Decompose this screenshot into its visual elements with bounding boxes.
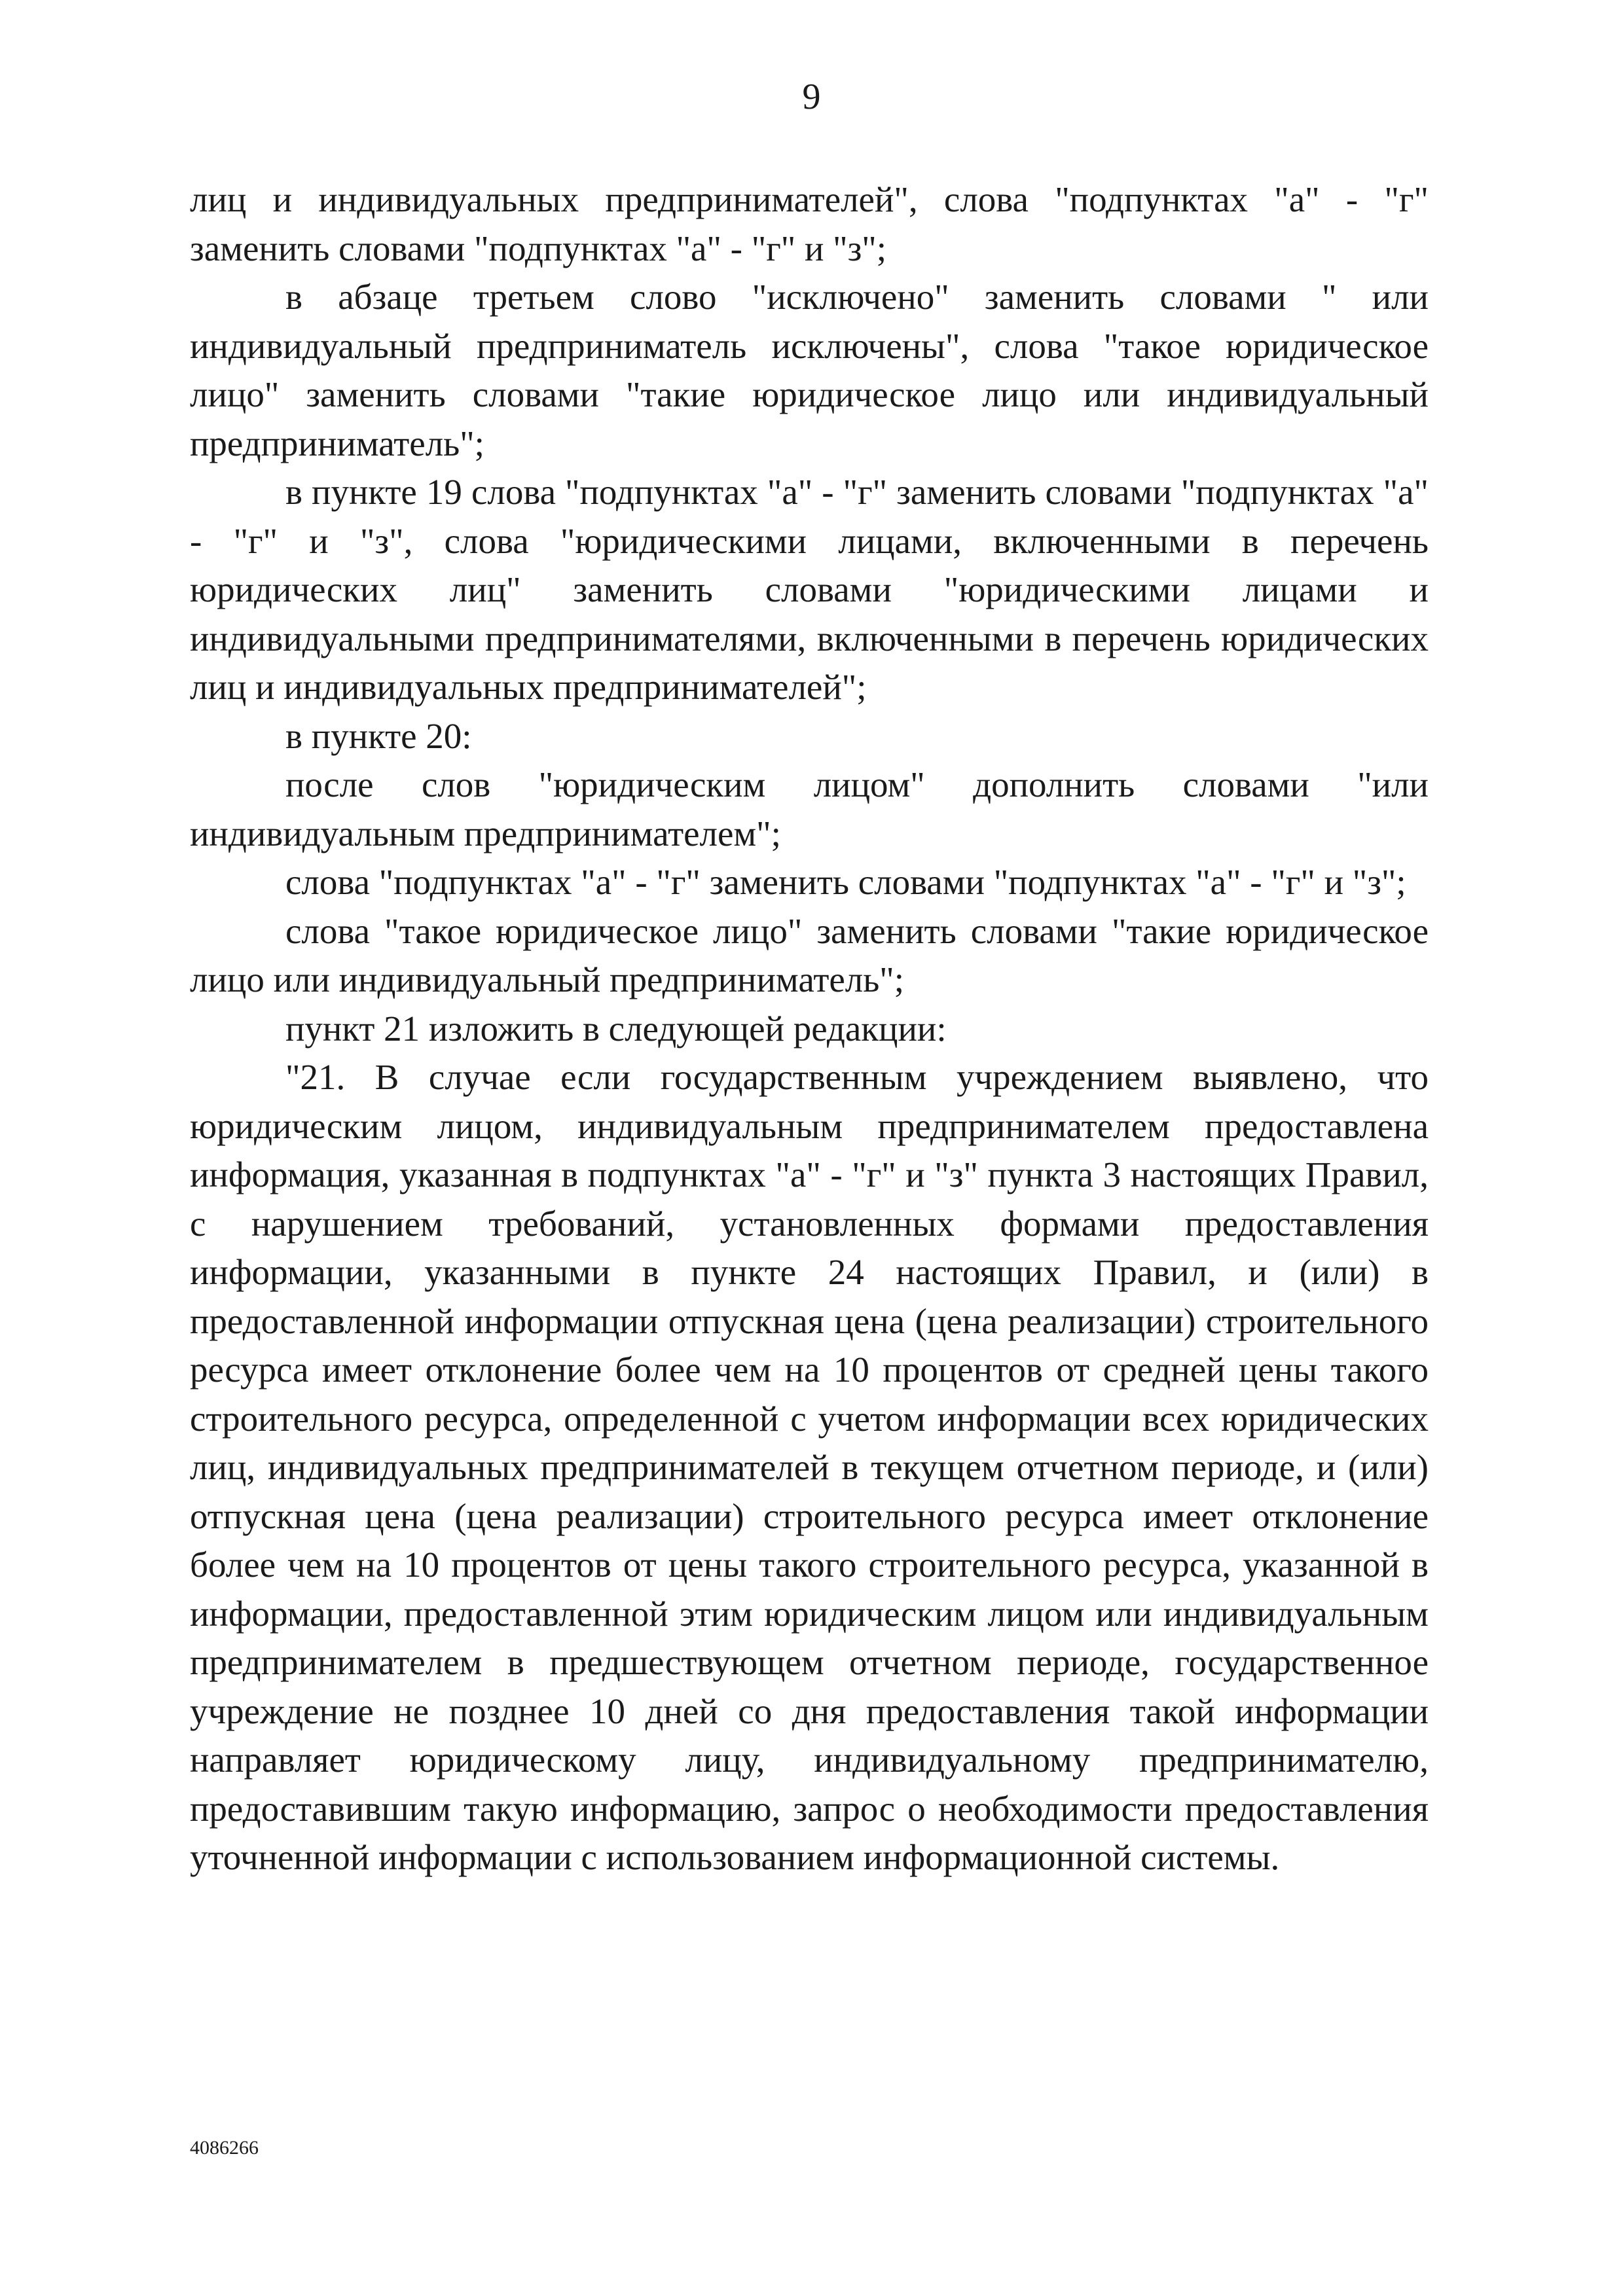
page-number: 9 [802,77,821,117]
paragraph-7: слова "такое юридическое лицо" заменить словами "такие юридическое лицо или индивидуальный предприниматель"; [190,910,1429,999]
paragraph-8: пункт 21 изложить в следующей редакции: [285,1008,947,1049]
document-body [190,175,1429,1882]
paragraph-4: в пункте 20: [285,715,472,756]
document-code: 4086266 [190,2137,259,2159]
paragraph-2: в абзаце третьем слово "исключено" заменить словами " или индивидуальный предприниматель исключены", слова "такое юридическое лицо" заменить словами "такие юридическое лицо или индивидуальный предприниматель"; [190,277,1429,463]
paragraph-5: после слов "юридическим лицом" дополнить словами "или индивидуальным предпринимателем"; [190,764,1429,853]
paragraph-1: лиц и индивидуальных предпринимателей", слова "подпунктах "а" - "г" заменить словами "подпунктах "а" - "г" и "з"; [190,179,1429,268]
paragraph-3: в пункте 19 слова "подпунктах "а" - "г" заменить словами "подпунктах "а" - "г" и "з", слова "юридическими лицами, включенными в перечень юридических лиц" заменить словами "юридическими лицами и индивидуальными предпринимателями, включенными в перечень юридических лиц и индивидуальных предпринимателей"; [190,472,1429,707]
paragraph-6: слова "подпунктах "а" - "г" заменить словами "подпунктах "а" - "г" и "з"; [285,862,1406,902]
paragraph-9: "21. В случае если государственным учреждением выявлено, что юридическим лицом, индивидуальным предпринимателем предоставлена информация, указанная в подпунктах "а" - "г" и "з" пункта 3 настоящих Правил, с нарушением требований, установленных формами предоставления информации, указанными в пункте 24 настоящих Правил, и (или) в предоставленной информации отпускная цена (цена реализации) строительного ресурса имеет отклонение более чем на 10 процентов от средней цены такого строительного ресурса, определенной с учетом информации всех юридических лиц, индивидуальных предпринимателей в текущем отчетном периоде, и (или) отпускная цена (цена реализации) строительного ресурса имеет отклонение более чем на 10 процентов от цены такого строительного ресурса, указанной в информации, предоставленной этим юридическим лицом или индивидуальным предпринимателем в предшествующем отчетном периоде, государственное учреждение не позднее 10 дней со дня предоставления такой информации направляет юридическому лицу, индивидуальному предпринимателю, предоставившим такую информацию, запрос о необходимости предоставления уточненной информации с использованием информационной системы. [190,1057,1429,1877]
